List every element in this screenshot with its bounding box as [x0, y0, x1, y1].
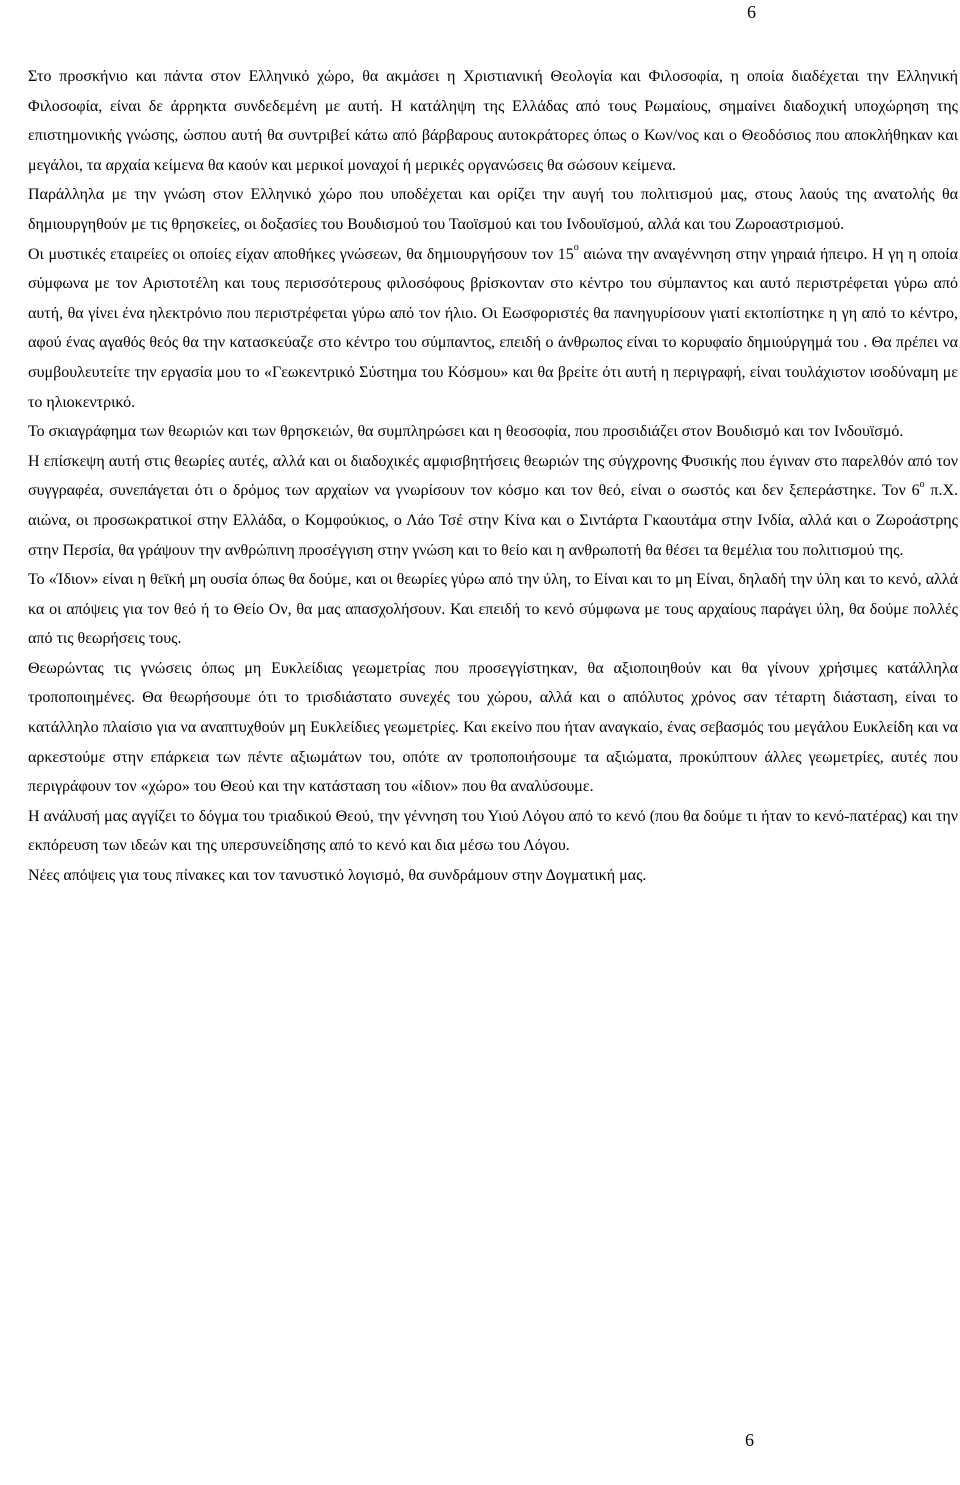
page-number-bottom: 6: [745, 1430, 754, 1450]
paragraph-8: Η ανάλυσή μας αγγίζει το δόγμα του τριαδικού Θεού, την γέννηση του Υιού Λόγου από το κενό (που θα δούμε τι ήταν το κενό-πατέρας) και την εκπόρευση των ιδεών και της υπερσυνείδησης από το κενό και δια μέσω του Λόγου.: [28, 807, 958, 855]
paragraph-9: Νέες απόψεις για τους πίνακες και τον τανυστικό λογισμό, θα συνδράμουν στην Δογματική μας.: [28, 867, 647, 885]
superscript-ordinal: ο: [919, 478, 925, 490]
paragraph-3: [28, 240, 958, 418]
paragraph-1: Στο προσκήνιο και πάντα στον Ελληνικό χώρο, θα ακμάσει η Χριστιανική Θεολογία και Φιλοσοφία, η οποία διαδέχεται την Ελληνική Φιλοσοφία, είναι δε άρρηκτα συνδεδεμένη με αυτή. Η κατάληψη της Ελλάδας από τους Ρωμαίους, σημαίνει διαδοχική υποχώρηση της επιστημονικής γνώσης, ώσπου αυτή θα συντριβεί κάτω από βάρβαρους αυτοκράτορες όπως ο Κων/νος και ο Θεοδόσιος που αποκλήθηκαν και μεγάλοι, τα αρχαία κείμενα θα καούν και μερικοί μοναχοί ή μερικές οργανώσεις θα σώσουν κείμενα.: [28, 68, 958, 174]
document-body: [28, 62, 958, 891]
paragraph-4: Το σκιαγράφημα των θεωριών και των θρησκειών, θα συμπληρώσει και η θεοσοφία, που προσιδιάζει στον Βουδισμό και τον Ινδουϊσμό.: [28, 423, 904, 441]
paragraph-6: Το «Ίδιον» είναι η θεϊκή μη ουσία όπως θα δούμε, και οι θεωρίες γύρω από την ύλη, το Είναι και το μη Είναι, δηλαδή την ύλη και το κενό, αλλά κα οι απόψεις για τον θεό ή το Θείο Ον, θα μας απασχολήσουν. Και επειδή το κενό σύμφωνα με τους αρχαίους παράγει ύλη, θα δούμε πολλές από τις θεωρήσεις τους.: [28, 571, 958, 648]
paragraph-7: Θεωρώντας τις γνώσεις όπως μη Ευκλείδιας γεωμετρίας που προσεγγίστηκαν, θα αξιοποιηθούν και θα γίνουν χρήσιμες κατάλληλα τροποποιημένες. Θα θεωρήσουμε ότι το τρισδιάστατο συνεχές του χώρου, αλλά και ο απόλυτος χρόνος σαν τέταρτη διάσταση, είναι το κατάλληλο πλαίσιο για να αναπτυχθούν μη Ευκλείδιες γεωμετρίες. Και εκείνο που ήταν αναγκαίο, ένας σεβασμός του μεγάλου Ευκλείδη και να αρκεστούμε στην επάρκεια των πέντε αξιωμάτων του, οπότε αν τροποποιήσουμε τα αξιώματα, προκύπτουν άλλες γεωμετρίες, αυτές που περιγράφουν τον «χώρο» του Θεού και την κατάσταση του «ίδιον» που θα αναλύσουμε.: [28, 659, 958, 796]
superscript-ordinal: ο: [573, 242, 579, 254]
paragraph-5-text-a: Η επίσκεψη αυτή στις θεωρίες αυτές, αλλά και οι διαδοχικές αμφισβητήσεις θεωριών της σύγχρονης Φυσικής που έγιναν στο παρελθόν από τον συγγραφέα, συνεπάγεται ότι ο δρόμος των αρχαίων να γνωρίσουν τον κόσμο και τον θεό, είναι ο σωστός και δεν ξεπεράστηκε. Τον 6: [28, 452, 958, 500]
paragraph-2: Παράλληλα με την γνώση στον Ελληνικό χώρο που υποδέχεται και ορίζει την αυγή του πολιτισμού μας, στους λαούς της ανατολής θα δημιουργηθούν με τις θρησκείες, οι δοξασίες του Βουδισμού του Ταοϊσμού και του Ινδουϊσμού, αλλά και του Ζωροαστρισμού.: [28, 186, 958, 233]
page-number-top: 6: [747, 2, 756, 22]
paragraph-5-text-b: π.Χ. αιώνα, οι προσωκρατικοί στην Ελλάδα, ο Κομφούκιος, ο Λάο Τσέ στην Κίνα και ο Σιντάρτα Γκαουτάμα στην Ινδία, αλλά και ο Ζωροάστρης στην Περσία, θα γράψουν την ανθρώπινη προσέγγιση στην γνώση και το θείο και η ανθρωποτή θα θέσει τα θεμέλια του πολιτισμού της.: [28, 482, 958, 559]
paragraph-3-text-a: Οι μυστικές εταιρείες οι οποίες είχαν αποθήκες γνώσεων, θα δημιουργήσουν τον 15: [28, 245, 574, 263]
paragraph-3-text-b: αιώνα την αναγέννηση στην γηραιά ήπειρο. Η γη η οποία σύμφωνα με τον Αριστοτέλη και τους περισσότερους φιλοσόφους βρίσκονταν στο κέντρο του σύμπαντος και αυτό περιστρέφεται γύρω από αυτή, θα γίνει ένα ηλεκτρόνιο που περιστρέφεται γύρω από τον ήλιο. Οι Εωσφοριστές θα πανηγυρίσουν γιατί εκτοπίστηκε η γη από το κέντρο, αφού ένας αγαθός θεός θα την κατασκεύαζε στο κέντρο του σύμπαντος, επειδή ο άνθρωπος είναι το κορυφαίο δημιούργημά του . Θα πρέπει να συμβουλευτείτε την εργασία μου το «Γεωκεντρικό Σύστημα του Κόσμου» και θα βρείτε ότι αυτή η περιγραφή, είναι τουλάχιστον ισοδύναμη με το ηλιοκεντρικό.: [28, 245, 958, 411]
paragraph-5: [28, 447, 958, 565]
